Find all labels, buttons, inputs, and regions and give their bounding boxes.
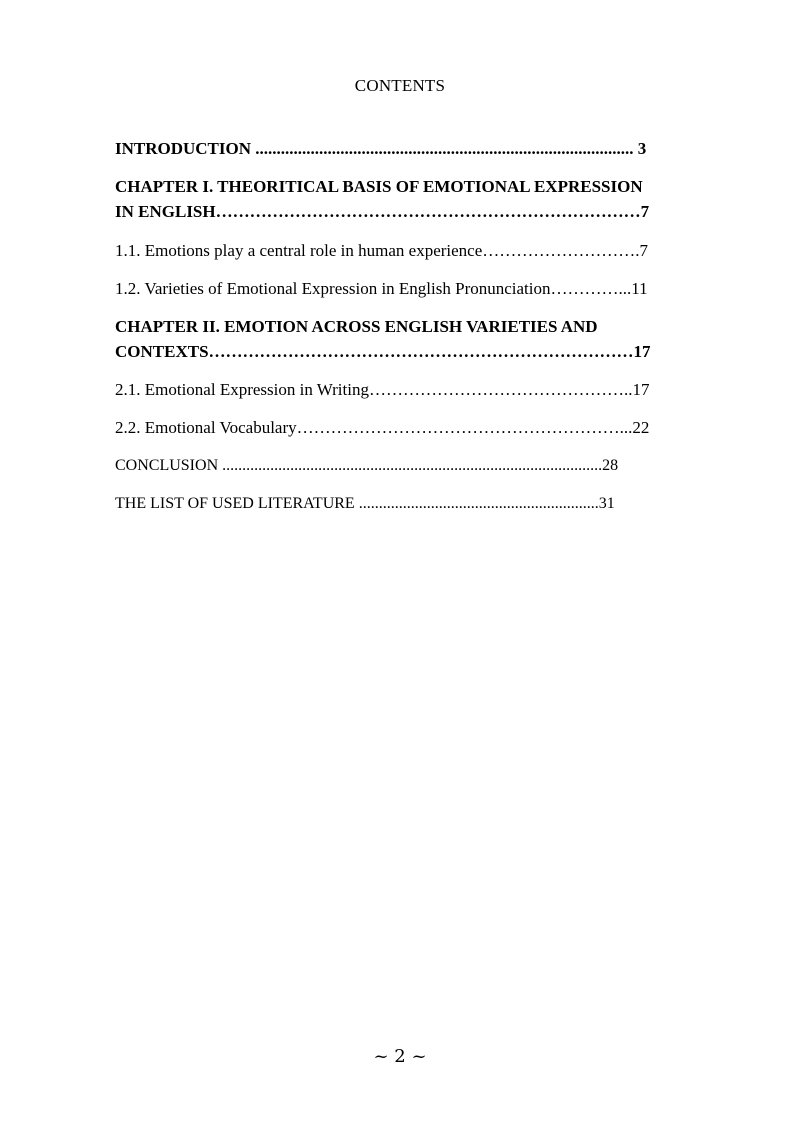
page-number: ~ 2 ~: [373, 1046, 427, 1067]
toc-entry-chapter-1-line-1[interactable]: CHAPTER I. THEORITICAL BASIS OF EMOTIONAL EXPRESSION: [115, 177, 643, 196]
toc-entry-chapter-1-line-2[interactable]: IN ENGLISH…………………………………………………………………7: [115, 202, 650, 221]
toc-entry-section-1-2[interactable]: 1.2. Varieties of Emotional Expression in English Pronunciation…………...11: [115, 279, 648, 298]
page-title: CONTENTS: [354, 76, 446, 95]
toc-entry-introduction[interactable]: INTRODUCTION ......................................................................................... 3: [115, 139, 647, 158]
toc-entry-literature[interactable]: THE LIST OF USED LITERATURE ............................................................31: [115, 495, 615, 512]
toc-entry-chapter-2-line-2[interactable]: CONTEXTS…………………………………………………………………17: [115, 342, 651, 361]
toc-entry-conclusion[interactable]: CONCLUSION ...............................................................................................28: [115, 457, 619, 474]
toc-entry-chapter-2-line-1[interactable]: CHAPTER II. EMOTION ACROSS ENGLISH VARIETIES AND: [115, 317, 598, 336]
toc-entry-section-2-2[interactable]: 2.2. Emotional Vocabulary…………………………………………………...22: [115, 418, 650, 437]
toc-entry-section-1-1[interactable]: 1.1. Emotions play a central role in human experience……………………….7: [115, 241, 649, 260]
toc-entry-section-2-1[interactable]: 2.1. Emotional Expression in Writing………………………………………..17: [115, 380, 650, 399]
